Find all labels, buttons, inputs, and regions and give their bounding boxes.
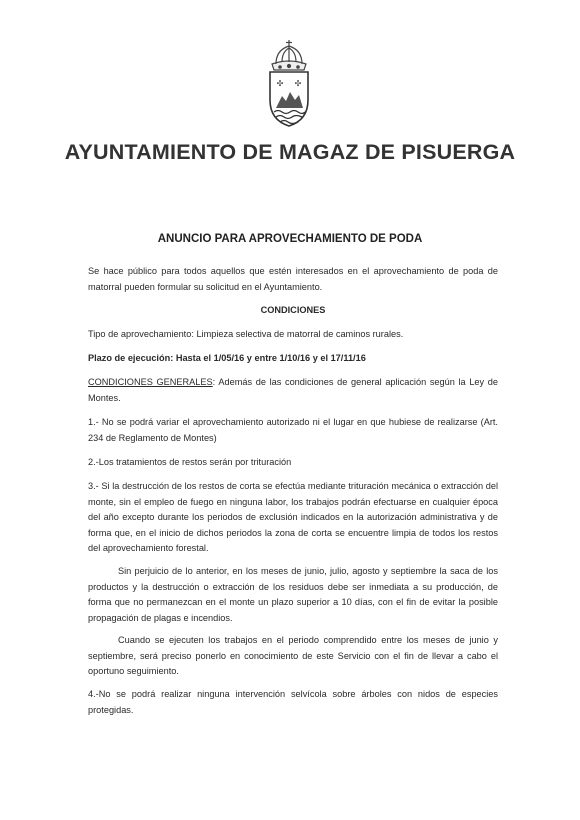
conditions-title: CONDICIONES: [260, 305, 326, 315]
coat-of-arms-icon: [258, 38, 320, 128]
intro-paragraph: Se hace público para todos aquellos que estén interesados en el aprovechamiento de poda de matorral pueden formular su solicitud en el Ayuntamiento.: [88, 266, 498, 292]
tipo-paragraph: Tipo de aprovechamiento: Limpieza selectiva de matorral de caminos rurales.: [88, 329, 404, 339]
condition-4: 4.-No se podrá realizar ninguna intervención selvícola sobre árboles con nidos de especies protegidas.: [88, 689, 498, 715]
svg-text:✣: ✣: [276, 79, 284, 88]
page-title: AYUNTAMIENTO DE MAGAZ DE PISUERGA: [64, 140, 516, 164]
condition-1: 1.- No se podrá variar el aprovechamiento autorizado ni el lugar en que hubiese de realizarse (Art. 234 de Reglamento de Montes): [88, 417, 498, 443]
announcement-heading: ANUNCIO PARA APROVECHAMIENTO DE PODA: [157, 233, 423, 245]
generales-text: : Además de las condiciones de general aplicación según la Ley de Montes.: [88, 377, 499, 403]
generales-label: CONDICIONES GENERALES: [88, 377, 213, 387]
plazo-paragraph: Plazo de ejecución: Hasta el 1/05/16 y entre 1/10/16 y el 17/11/16: [88, 353, 366, 363]
condition-2: 2.-Los tratamientos de restos serán por trituración: [88, 457, 292, 467]
condition-3: 3.- Si la destrucción de los restos de corta se efectúa mediante trituración mecánica o extracción del monte, sin el empleo de fuego en ninguna labor, los trabajos podrán efectuarse en cualquier época del año excepto durante los periodos de exclusión indicados en la autorización administrativa y de forma que, en el inicio de dichos periodos la zona de corta se encuentre limpia de todos los restos del aprovechamiento forestal.: [88, 481, 498, 553]
paragraph-sin-perjuicio: Sin perjuicio de lo anterior, en los meses de junio, julio, agosto y septiembre la saca de los productos y la destrucción o extracción de los residuos debe ser inmediata a su producción, de forma que no permanezcan en el monte un plazo superior a 10 días, con el fin de evitar la posible propagación de plagas e incendios.: [88, 566, 498, 623]
svg-text:✣: ✣: [294, 79, 302, 88]
paragraph-cuando: Cuando se ejecuten los trabajos en el periodo comprendido entre los meses de junio y septiembre, será preciso ponerlo en conocimiento de este Servicio con el fin de llevar a cabo el oportuno seguimiento.: [88, 635, 498, 676]
generales-paragraph: [88, 375, 498, 406]
